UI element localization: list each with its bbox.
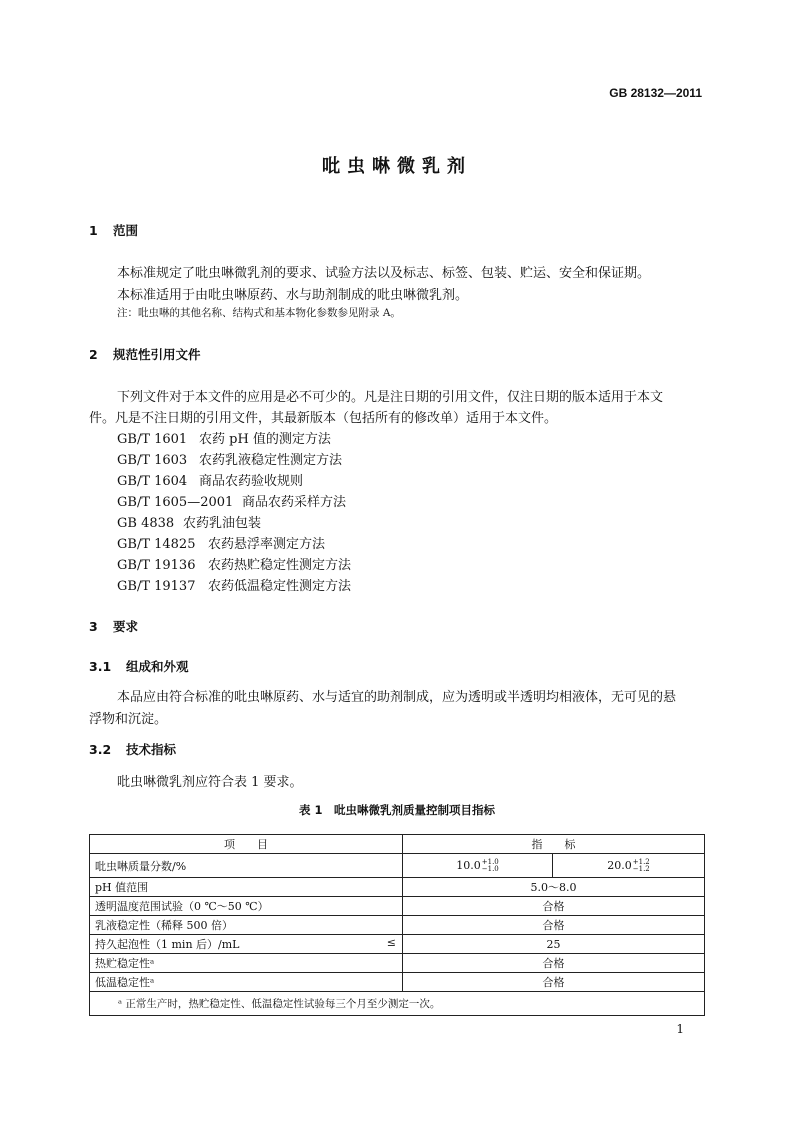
reference-title: 农药 pH 值的测定方法 [199,432,331,447]
reference-title: 农药乳油包装 [183,516,262,531]
reference-item [117,512,261,531]
reference-title: 商品农药采样方法 [242,495,347,510]
table-row [90,854,705,878]
less-equal-symbol: ≤ [386,936,396,949]
table-footnote: ᵃ 正常生产时，热贮稳定性、低温稳定性试验每三个月至少测定一次。 [90,992,705,1016]
note: 注：吡虫啉的其他名称、结构式和基本物化参数参见附录 A。 [117,307,401,319]
row-label: 透明温度范围试验（0 ℃～50 ℃） [90,897,403,916]
section-title: 要求 [113,619,139,634]
tolerance-plus: +1.0 [481,857,499,866]
value-base: 10.0 [456,858,481,872]
tolerance-minus: −1.2 [632,864,650,873]
row-label-cell [90,935,403,954]
row-label: 乳液稳定性（稀释 500 倍） [90,916,403,935]
tolerance-minus: −1.0 [481,864,499,873]
row-label: pH 值范围 [90,878,403,897]
paragraph: 下列文件对于本文件的应用是必不可少的。凡是注日期的引用文件，仅注日期的版本适用于本文 [117,390,664,405]
table-row [90,916,705,935]
reference-item [117,470,303,489]
reference-title: 农药热贮稳定性测定方法 [208,558,352,573]
subsection-number: 3.1 [89,659,112,674]
section-2-heading [89,345,201,363]
tolerance [482,859,499,873]
row-label: 低温稳定性ᵃ [90,973,403,992]
row-value: 5.0～8.0 [403,878,705,897]
paragraph-continued: 件。凡是不注日期的引用文件，其最新版本（包括所有的修改单）适用于本文件。 [89,411,558,426]
row-value: 合格 [403,954,705,973]
reference-title: 农药悬浮率测定方法 [208,537,326,552]
standard-number: GB 28132—2011 [609,86,702,100]
table-row [90,935,705,954]
paragraph: 本品应由符合标准的吡虫啉原药、水与适宜的助剂制成，应为透明或半透明均相液体，无可见的悬 [117,690,677,705]
table-row [90,878,705,897]
section-number: 2 [89,347,98,362]
subsection-number: 3.2 [89,742,112,757]
table-row [90,973,705,992]
reference-item [117,449,342,468]
reference-code: GB/T 1601 [117,432,188,447]
subsection-title: 组成和外观 [126,659,189,674]
paragraph: 本标准规定了吡虫啉微乳剂的要求、试验方法以及标志、标签、包装、贮运、安全和保证期。 [117,266,651,281]
document-title: 吡虫啉微乳剂 [322,156,472,177]
header-item: 项 目 [90,835,403,854]
row-value [403,854,553,878]
page-number: 1 [676,1022,684,1036]
table-row [90,897,705,916]
reference-item [117,554,351,573]
section-number: 1 [89,223,98,238]
row-value [553,854,705,878]
table-caption: 表 1 吡虫啉微乳剂质量控制项目指标 [298,803,495,817]
reference-title: 商品农药验收规则 [199,474,304,489]
reference-code: GB/T 14825 [117,537,196,552]
paragraph: 吡虫啉微乳剂应符合表 1 要求。 [117,775,303,790]
quality-index-table [89,834,705,1016]
paragraph-continued: 浮物和沉淀。 [89,712,168,727]
reference-code: GB 4838 [117,516,175,531]
reference-code: GB/T 1604 [117,474,188,489]
reference-item [117,491,346,510]
row-label: 吡虫啉质量分数/% [90,854,403,878]
reference-code: GB/T 1605—2001 [117,495,234,510]
row-value: 合格 [403,897,705,916]
reference-title: 农药低温稳定性测定方法 [208,579,352,594]
subsection-3-2-heading [89,740,176,758]
value-base: 20.0 [607,858,632,872]
reference-code: GB/T 19137 [117,579,196,594]
row-label: 热贮稳定性ᵃ [90,954,403,973]
section-title: 范围 [113,223,139,238]
reference-item [117,533,325,552]
section-number: 3 [89,619,98,634]
table-footnote-row [90,992,705,1016]
tolerance-plus: +1.2 [632,857,650,866]
section-3-heading [89,617,138,635]
table-header-row [90,835,705,854]
row-value: 25 [403,935,705,954]
row-label: 持久起泡性（1 min 后）/mL [95,938,240,951]
reference-item [117,575,351,594]
subsection-title: 技术指标 [126,742,177,757]
reference-code: GB/T 1603 [117,453,188,468]
row-value: 合格 [403,916,705,935]
table-row [90,954,705,973]
subsection-3-1-heading [89,657,189,675]
section-title: 规范性引用文件 [113,347,201,362]
row-value: 合格 [403,973,705,992]
reference-title: 农药乳液稳定性测定方法 [199,453,343,468]
tolerance [633,859,650,873]
reference-code: GB/T 19136 [117,558,196,573]
header-index: 指 标 [403,835,705,854]
paragraph: 本标准适用于由吡虫啉原药、水与助剂制成的吡虫啉微乳剂。 [117,288,469,303]
reference-item [117,428,331,447]
section-1-heading [89,221,138,239]
